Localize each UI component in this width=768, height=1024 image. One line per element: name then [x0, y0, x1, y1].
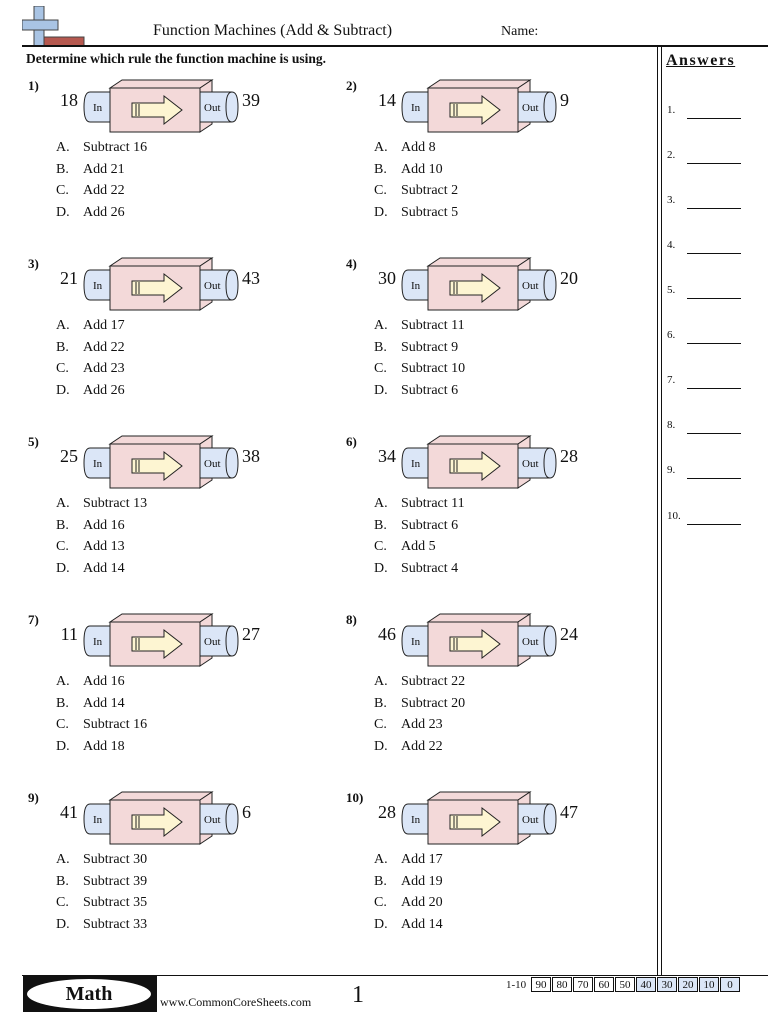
output-value: 43 [242, 268, 260, 288]
answer-blank[interactable] [687, 298, 741, 299]
output-value: 28 [560, 446, 578, 466]
math-label: Math [27, 979, 151, 1009]
answer-blank[interactable] [687, 343, 741, 344]
answer-blank[interactable] [687, 478, 741, 479]
score-range-label: 1-10 [506, 979, 527, 991]
choice-text: Subtract 6 [401, 517, 459, 533]
score-box: 20 [678, 977, 698, 992]
output-value: 27 [242, 624, 260, 644]
answer-choice[interactable] [374, 852, 443, 868]
answer-choice[interactable] [56, 539, 125, 555]
choice-text: Add 17 [83, 318, 125, 333]
choice-letter: D. [374, 917, 388, 933]
function-machine-icon [82, 256, 240, 312]
svg-text:In: In [93, 636, 103, 648]
answer-choice[interactable] [374, 518, 458, 534]
function-machine-icon [82, 612, 240, 668]
svg-text:In: In [411, 636, 421, 648]
choice-text: Subtract 16 [83, 140, 148, 155]
answer-choice[interactable] [56, 561, 125, 577]
answer-choice[interactable] [374, 674, 465, 690]
answer-column-divider [657, 46, 658, 976]
answer-choice[interactable] [374, 340, 458, 356]
choice-letter: C. [56, 539, 69, 555]
input-value: 41 [60, 802, 78, 822]
output-value: 9 [560, 90, 569, 110]
question-number: 7) [28, 612, 39, 627]
answer-choice[interactable] [56, 895, 147, 911]
score-box: 80 [552, 977, 572, 992]
choice-letter: A. [56, 140, 70, 155]
answer-blank[interactable] [687, 433, 741, 434]
choice-text: Add 16 [83, 674, 125, 689]
choice-letter: C. [374, 539, 387, 555]
page-number: 1 [352, 982, 364, 1008]
svg-text:In: In [93, 814, 103, 826]
choice-text: Add 20 [401, 895, 443, 911]
choice-letter: A. [56, 496, 70, 511]
input-value: 34 [378, 446, 396, 466]
answer-choice[interactable] [374, 874, 443, 890]
score-box: 40 [636, 977, 656, 992]
answer-choice[interactable] [56, 674, 125, 690]
choice-text: Add 17 [401, 852, 443, 867]
choice-text: Add 22 [401, 739, 443, 755]
choice-text: Add 13 [83, 539, 125, 555]
math-badge [23, 976, 157, 1012]
answer-number: 10. [667, 510, 681, 522]
choice-text: Subtract 39 [83, 873, 148, 889]
question-number: 1) [28, 78, 39, 93]
answer-choice[interactable] [374, 696, 465, 712]
choice-text: Add 21 [83, 161, 125, 177]
choice-letter: C. [374, 717, 387, 733]
choice-letter: D. [56, 561, 70, 577]
choice-letter: C. [374, 183, 387, 199]
choice-letter: D. [374, 561, 388, 577]
choice-text: Subtract 11 [401, 318, 465, 333]
choice-text: Add 16 [83, 517, 125, 533]
answer-choice[interactable] [374, 561, 458, 577]
svg-text:Out: Out [204, 458, 221, 470]
choice-letter: B. [56, 339, 69, 355]
answer-number: 2. [667, 149, 676, 161]
answer-blank[interactable] [687, 118, 741, 119]
choice-letter: B. [374, 873, 387, 889]
answer-choice[interactable] [56, 162, 125, 178]
choice-text: Subtract 5 [401, 205, 459, 221]
choice-letter: D. [56, 205, 70, 221]
function-machine-icon [82, 790, 240, 846]
logo-icon [22, 6, 88, 50]
choice-letter: C. [374, 361, 387, 377]
choice-text: Add 18 [83, 739, 125, 755]
choice-text: Subtract 10 [401, 361, 466, 377]
answer-choice[interactable] [56, 496, 147, 512]
choice-letter: A. [374, 852, 388, 867]
choice-text: Subtract 35 [83, 895, 148, 911]
answer-choice[interactable] [374, 162, 443, 178]
svg-text:In: In [411, 458, 421, 470]
input-value: 18 [60, 90, 78, 110]
choice-letter: D. [374, 739, 388, 755]
question-number: 3) [28, 256, 39, 271]
answer-choice[interactable] [56, 917, 147, 933]
svg-text:In: In [411, 280, 421, 292]
svg-text:Out: Out [522, 280, 539, 292]
answer-choice[interactable] [56, 318, 125, 334]
choice-text: Subtract 11 [401, 496, 465, 511]
function-machine-icon [400, 78, 558, 134]
svg-text:In: In [411, 814, 421, 826]
input-value: 11 [60, 624, 78, 644]
choice-letter: B. [56, 517, 69, 533]
answer-choice[interactable] [56, 383, 125, 399]
choice-text: Add 5 [401, 539, 436, 555]
svg-text:Out: Out [522, 636, 539, 648]
score-box: 50 [615, 977, 635, 992]
svg-text:In: In [93, 280, 103, 292]
name-label: Name: [501, 24, 539, 39]
answer-choice[interactable] [374, 318, 465, 334]
worksheet-title: Function Machines (Add & Subtract) [153, 22, 393, 39]
choice-letter: A. [374, 674, 388, 689]
answer-choice[interactable] [374, 183, 458, 199]
answer-number: 7. [667, 374, 676, 386]
question-number: 5) [28, 434, 39, 449]
answer-choice[interactable] [56, 340, 125, 356]
answer-choice[interactable] [374, 361, 465, 377]
choice-letter: A. [374, 140, 388, 155]
answer-choice[interactable] [56, 205, 125, 221]
question-number: 6) [346, 434, 357, 449]
choice-text: Add 22 [83, 183, 125, 199]
input-value: 21 [60, 268, 78, 288]
output-value: 20 [560, 268, 578, 288]
answer-choice[interactable] [56, 852, 147, 868]
answer-number: 6. [667, 329, 676, 341]
answer-choice[interactable] [374, 917, 443, 933]
svg-text:In: In [93, 102, 103, 114]
answer-choice[interactable] [56, 874, 147, 890]
choice-letter: D. [374, 383, 388, 399]
answer-number: 8. [667, 419, 676, 431]
question-number: 8) [346, 612, 357, 627]
choice-text: Subtract 30 [83, 852, 148, 867]
output-value: 6 [242, 802, 251, 822]
score-box: 60 [594, 977, 614, 992]
answer-choice[interactable] [374, 739, 443, 755]
choice-text: Add 19 [401, 873, 443, 889]
choice-letter: D. [56, 917, 70, 933]
output-value: 24 [560, 624, 578, 644]
choice-letter: A. [56, 674, 70, 689]
choice-letter: C. [374, 895, 387, 911]
function-machine-icon [82, 434, 240, 490]
answer-choice[interactable] [374, 895, 443, 911]
choice-text: Subtract 2 [401, 183, 459, 199]
svg-text:In: In [411, 102, 421, 114]
svg-text:Out: Out [522, 814, 539, 826]
answer-choice[interactable] [56, 140, 147, 156]
function-machine-icon [400, 790, 558, 846]
svg-text:Out: Out [204, 636, 221, 648]
choice-text: Add 26 [83, 383, 125, 399]
answer-number: 3. [667, 194, 676, 206]
choice-letter: B. [374, 339, 387, 355]
answer-blank[interactable] [687, 253, 741, 254]
answer-choice[interactable] [374, 205, 458, 221]
answer-choice[interactable] [374, 140, 436, 156]
question-number: 4) [346, 256, 357, 271]
instructions: Determine which rule the function machine is using. [26, 51, 326, 66]
answer-number: 9. [667, 464, 676, 476]
choice-letter: C. [56, 361, 69, 377]
answer-blank[interactable] [687, 524, 741, 525]
answer-choice[interactable] [56, 183, 125, 199]
input-value: 28 [378, 802, 396, 822]
choice-text: Subtract 4 [401, 561, 459, 577]
score-box: 30 [657, 977, 677, 992]
choice-letter: A. [374, 496, 388, 511]
choice-letter: C. [56, 183, 69, 199]
choice-text: Subtract 9 [401, 339, 459, 355]
answers-heading: Answers [666, 52, 736, 69]
choice-letter: B. [374, 517, 387, 533]
choice-letter: A. [374, 318, 388, 333]
choice-text: Subtract 33 [83, 917, 148, 933]
answer-choice[interactable] [56, 518, 125, 534]
choice-text: Subtract 22 [401, 674, 466, 689]
choice-letter: B. [56, 695, 69, 711]
answer-choice[interactable] [56, 717, 147, 733]
svg-text:Out: Out [522, 458, 539, 470]
choice-letter: C. [56, 895, 69, 911]
answer-number: 1. [667, 104, 676, 116]
score-box: 90 [531, 977, 551, 992]
function-machine-icon [400, 434, 558, 490]
output-value: 38 [242, 446, 260, 466]
choice-text: Subtract 13 [83, 496, 148, 511]
answer-choice[interactable] [374, 539, 436, 555]
svg-text:Out: Out [204, 280, 221, 292]
choice-text: Add 10 [401, 161, 443, 177]
answer-blank[interactable] [687, 208, 741, 209]
choice-text: Add 26 [83, 205, 125, 221]
answer-choice[interactable] [374, 496, 465, 512]
score-box: 70 [573, 977, 593, 992]
question-number: 2) [346, 78, 357, 93]
choice-text: Subtract 6 [401, 383, 459, 399]
input-value: 14 [378, 90, 396, 110]
choice-letter: B. [56, 873, 69, 889]
answer-blank[interactable] [687, 388, 741, 389]
choice-text: Add 14 [401, 917, 443, 933]
choice-text: Subtract 16 [83, 717, 148, 733]
svg-text:Out: Out [204, 102, 221, 114]
svg-text:In: In [93, 458, 103, 470]
website-link[interactable]: www.CommonCoreSheets.com [160, 995, 312, 1009]
answer-choice[interactable] [374, 717, 443, 733]
function-machine-icon [82, 78, 240, 134]
answer-choice[interactable] [56, 739, 125, 755]
choice-letter: B. [374, 161, 387, 177]
choice-text: Add 14 [83, 561, 125, 577]
choice-letter: B. [374, 695, 387, 711]
svg-text:Out: Out [204, 814, 221, 826]
output-value: 39 [242, 90, 260, 110]
answer-column-divider [661, 46, 662, 976]
choice-letter: A. [56, 852, 70, 867]
choice-letter: D. [374, 205, 388, 221]
question-number: 9) [28, 790, 39, 805]
choice-text: Add 23 [401, 717, 443, 733]
question-number: 10) [346, 790, 364, 805]
choice-letter: D. [56, 383, 70, 399]
input-value: 46 [378, 624, 396, 644]
choice-text: Add 14 [83, 695, 125, 711]
choice-text: Add 23 [83, 361, 125, 377]
function-machine-icon [400, 256, 558, 312]
answer-choice[interactable] [56, 361, 125, 377]
choice-letter: C. [56, 717, 69, 733]
choice-text: Subtract 20 [401, 695, 466, 711]
choice-letter: A. [56, 318, 70, 333]
answer-number: 4. [667, 239, 676, 251]
output-value: 47 [560, 802, 578, 822]
svg-text:Out: Out [522, 102, 539, 114]
choice-text: Add 22 [83, 339, 125, 355]
score-box: 10 [699, 977, 719, 992]
function-machine-icon [400, 612, 558, 668]
answer-number: 5. [667, 284, 676, 296]
choice-letter: B. [56, 161, 69, 177]
answer-blank[interactable] [687, 163, 741, 164]
answer-choice[interactable] [56, 696, 125, 712]
choice-letter: D. [56, 739, 70, 755]
choice-text: Add 8 [401, 140, 436, 155]
score-box: 0 [720, 977, 740, 992]
answer-choice[interactable] [374, 383, 458, 399]
input-value: 25 [60, 446, 78, 466]
input-value: 30 [378, 268, 396, 288]
